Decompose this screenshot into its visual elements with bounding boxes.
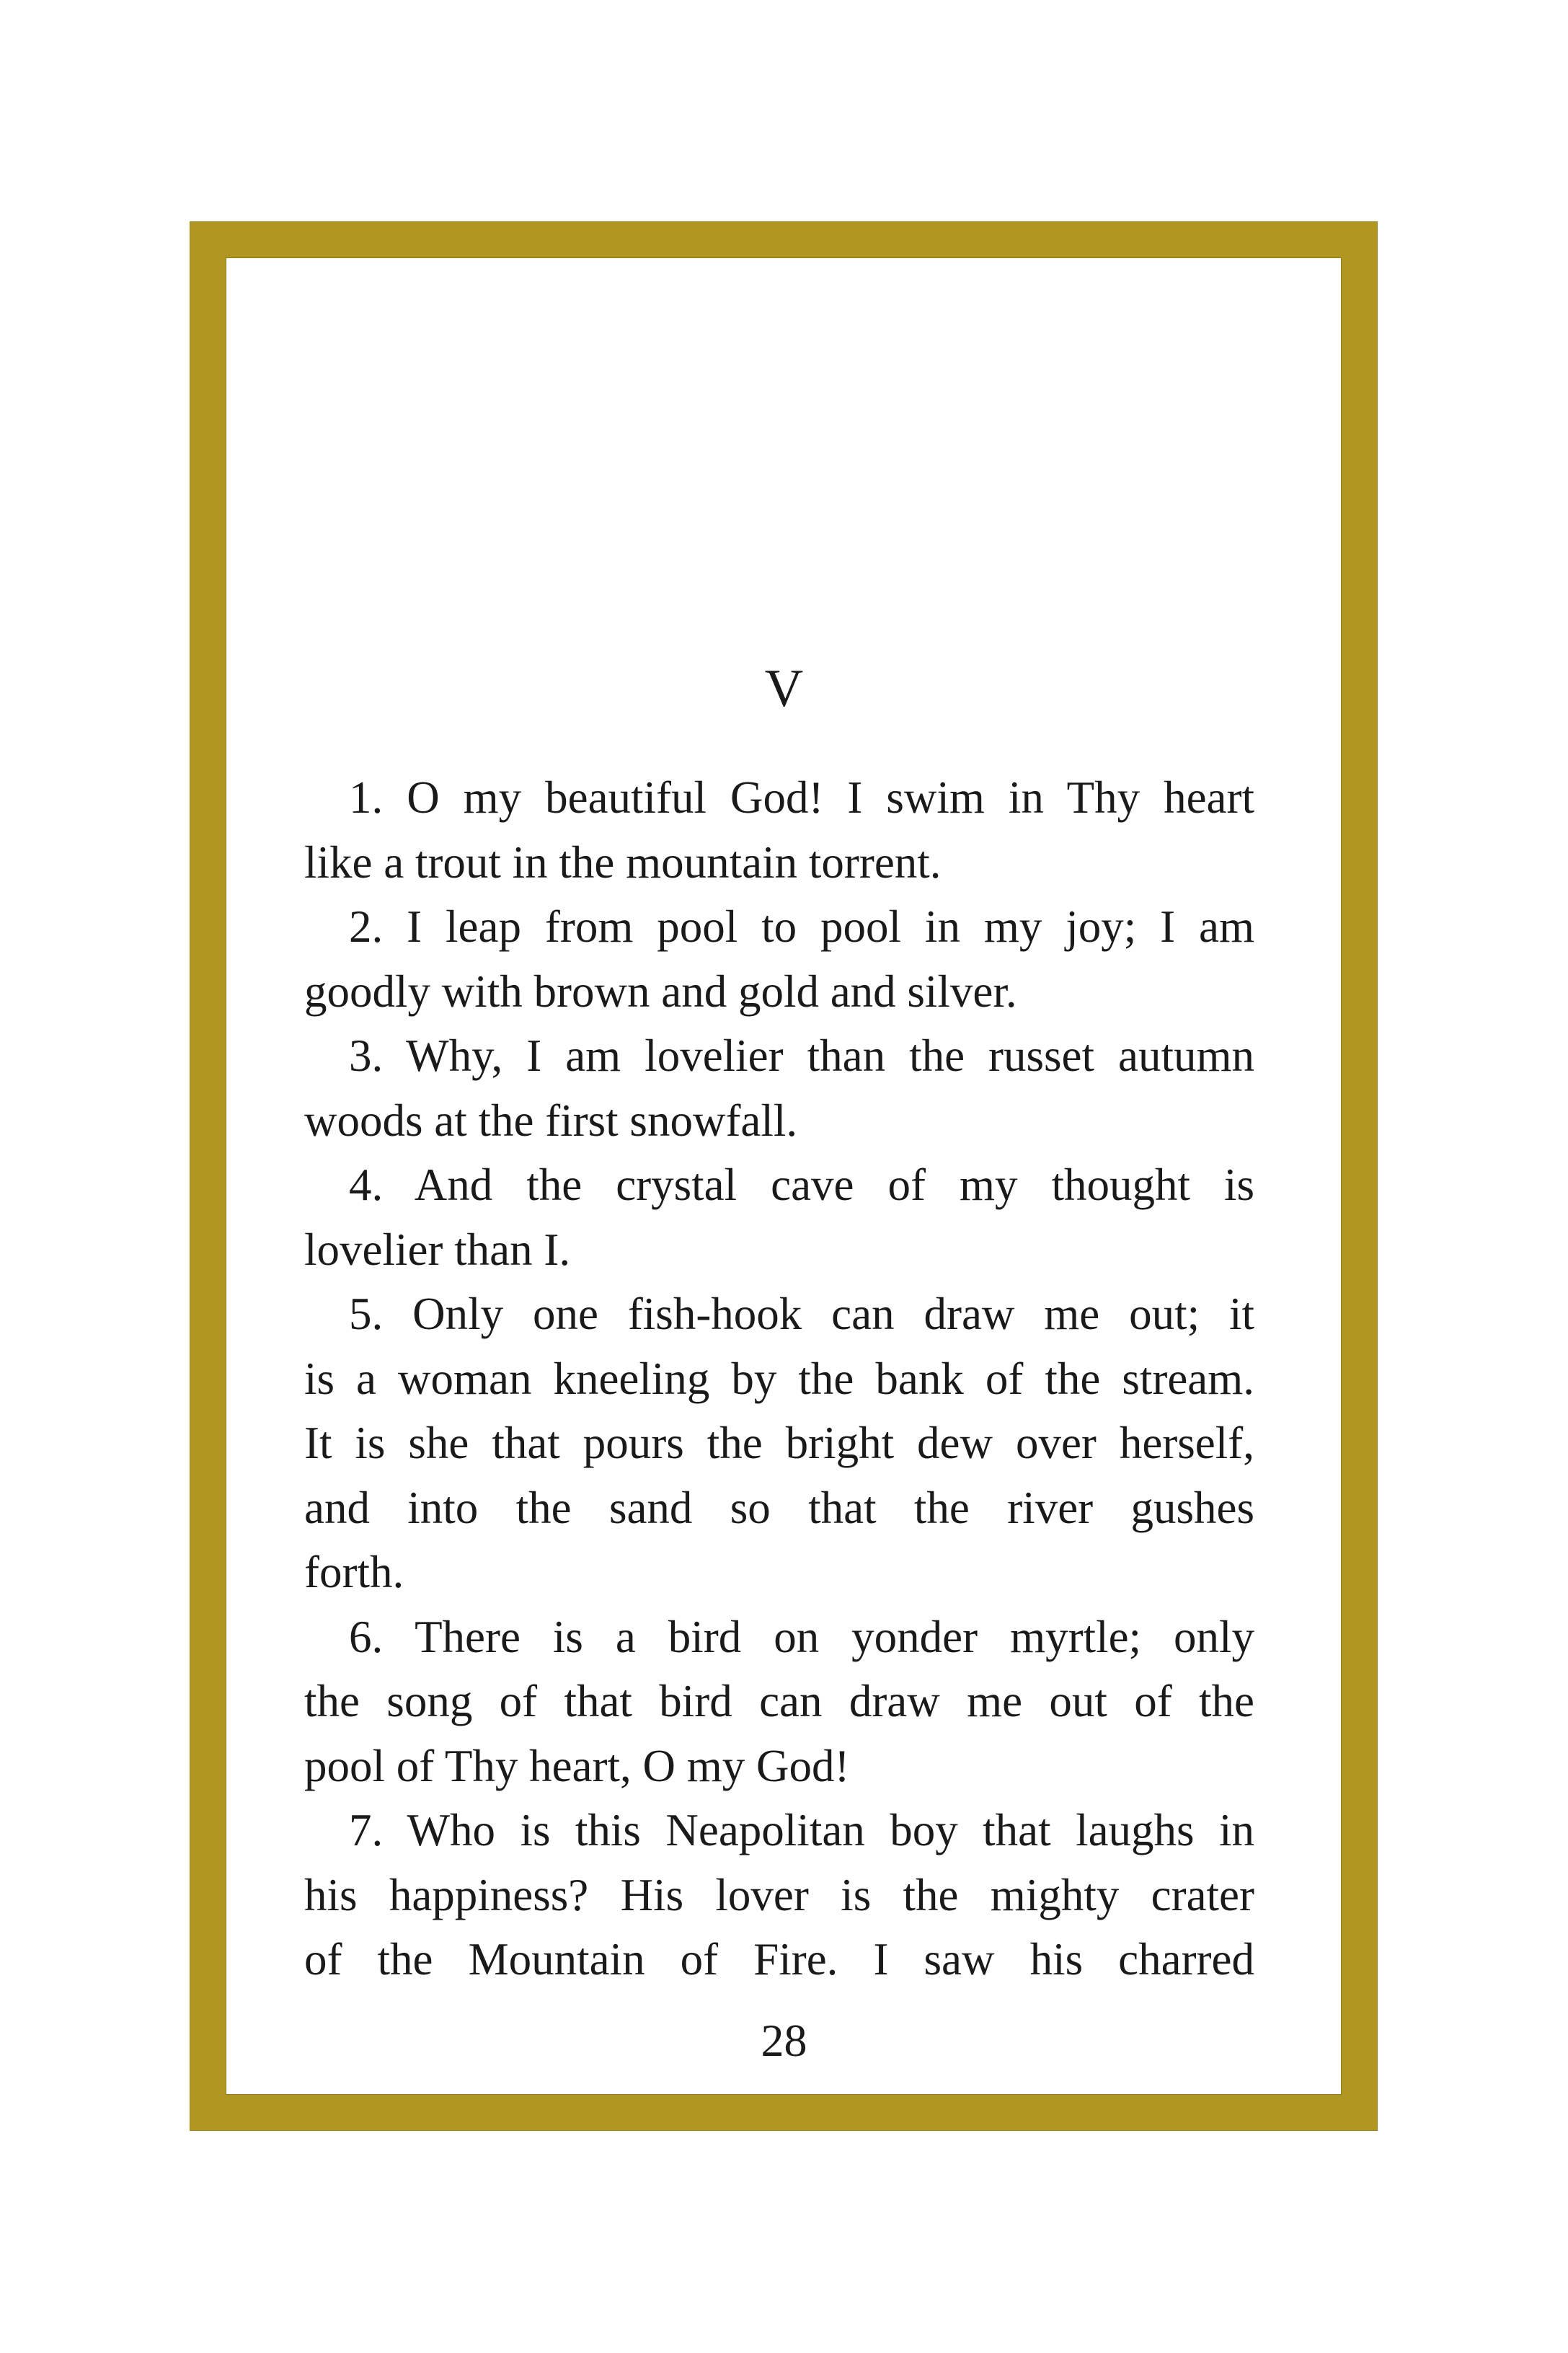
verse-paragraph	[304, 1282, 1254, 1605]
verse-paragraph	[304, 1024, 1254, 1153]
verse-line: the song of that bird can draw me out of the	[304, 1676, 1254, 1726]
verse-paragraph	[304, 1798, 1254, 1992]
verse-line: 4. And the crystal cave of my thought is	[349, 1160, 1254, 1210]
verse-line: pool of Thy heart, O my God!	[304, 1740, 850, 1791]
verse-line: 3. Why, I am lovelier than the russet autumn	[349, 1030, 1254, 1081]
chapter-heading: V	[764, 659, 804, 718]
verse-paragraph	[304, 1153, 1254, 1282]
verse-line: 5. Only one fish-hook can draw me out; it	[349, 1289, 1254, 1339]
verse-line: It is she that pours the bright dew over herself,	[304, 1418, 1254, 1468]
verse-line: woods at the first snowfall.	[304, 1095, 798, 1146]
verse-line: 2. I leap from pool to pool in my joy; I am	[349, 901, 1254, 952]
verse-line: his happiness? His lover is the mighty crater	[304, 1869, 1254, 1920]
verse-paragraph	[304, 1605, 1254, 1799]
verse-text	[304, 766, 1254, 1992]
verse-line: forth.	[304, 1547, 404, 1597]
verse-line: 6. There is a bird on yonder myrtle; only	[349, 1611, 1254, 1662]
verse-paragraph	[304, 895, 1254, 1024]
verse-line: and into the sand so that the river gushes	[304, 1482, 1254, 1533]
verse-paragraph	[304, 766, 1254, 895]
verse-line: 1. O my beautiful God! I swim in Thy heart	[349, 772, 1254, 823]
page-number: 28	[761, 2015, 807, 2066]
verse-line: of the Mountain of Fire. I saw his charred	[304, 1934, 1254, 1985]
verse-line: lovelier than I.	[304, 1224, 571, 1275]
verse-line: is a woman kneeling by the bank of the stream.	[304, 1353, 1254, 1404]
verse-line: goodly with brown and gold and silver.	[304, 966, 1017, 1017]
verse-line: 7. Who is this Neapolitan boy that laughs in	[349, 1805, 1254, 1855]
verse-line: like a trout in the mountain torrent.	[304, 836, 942, 888]
